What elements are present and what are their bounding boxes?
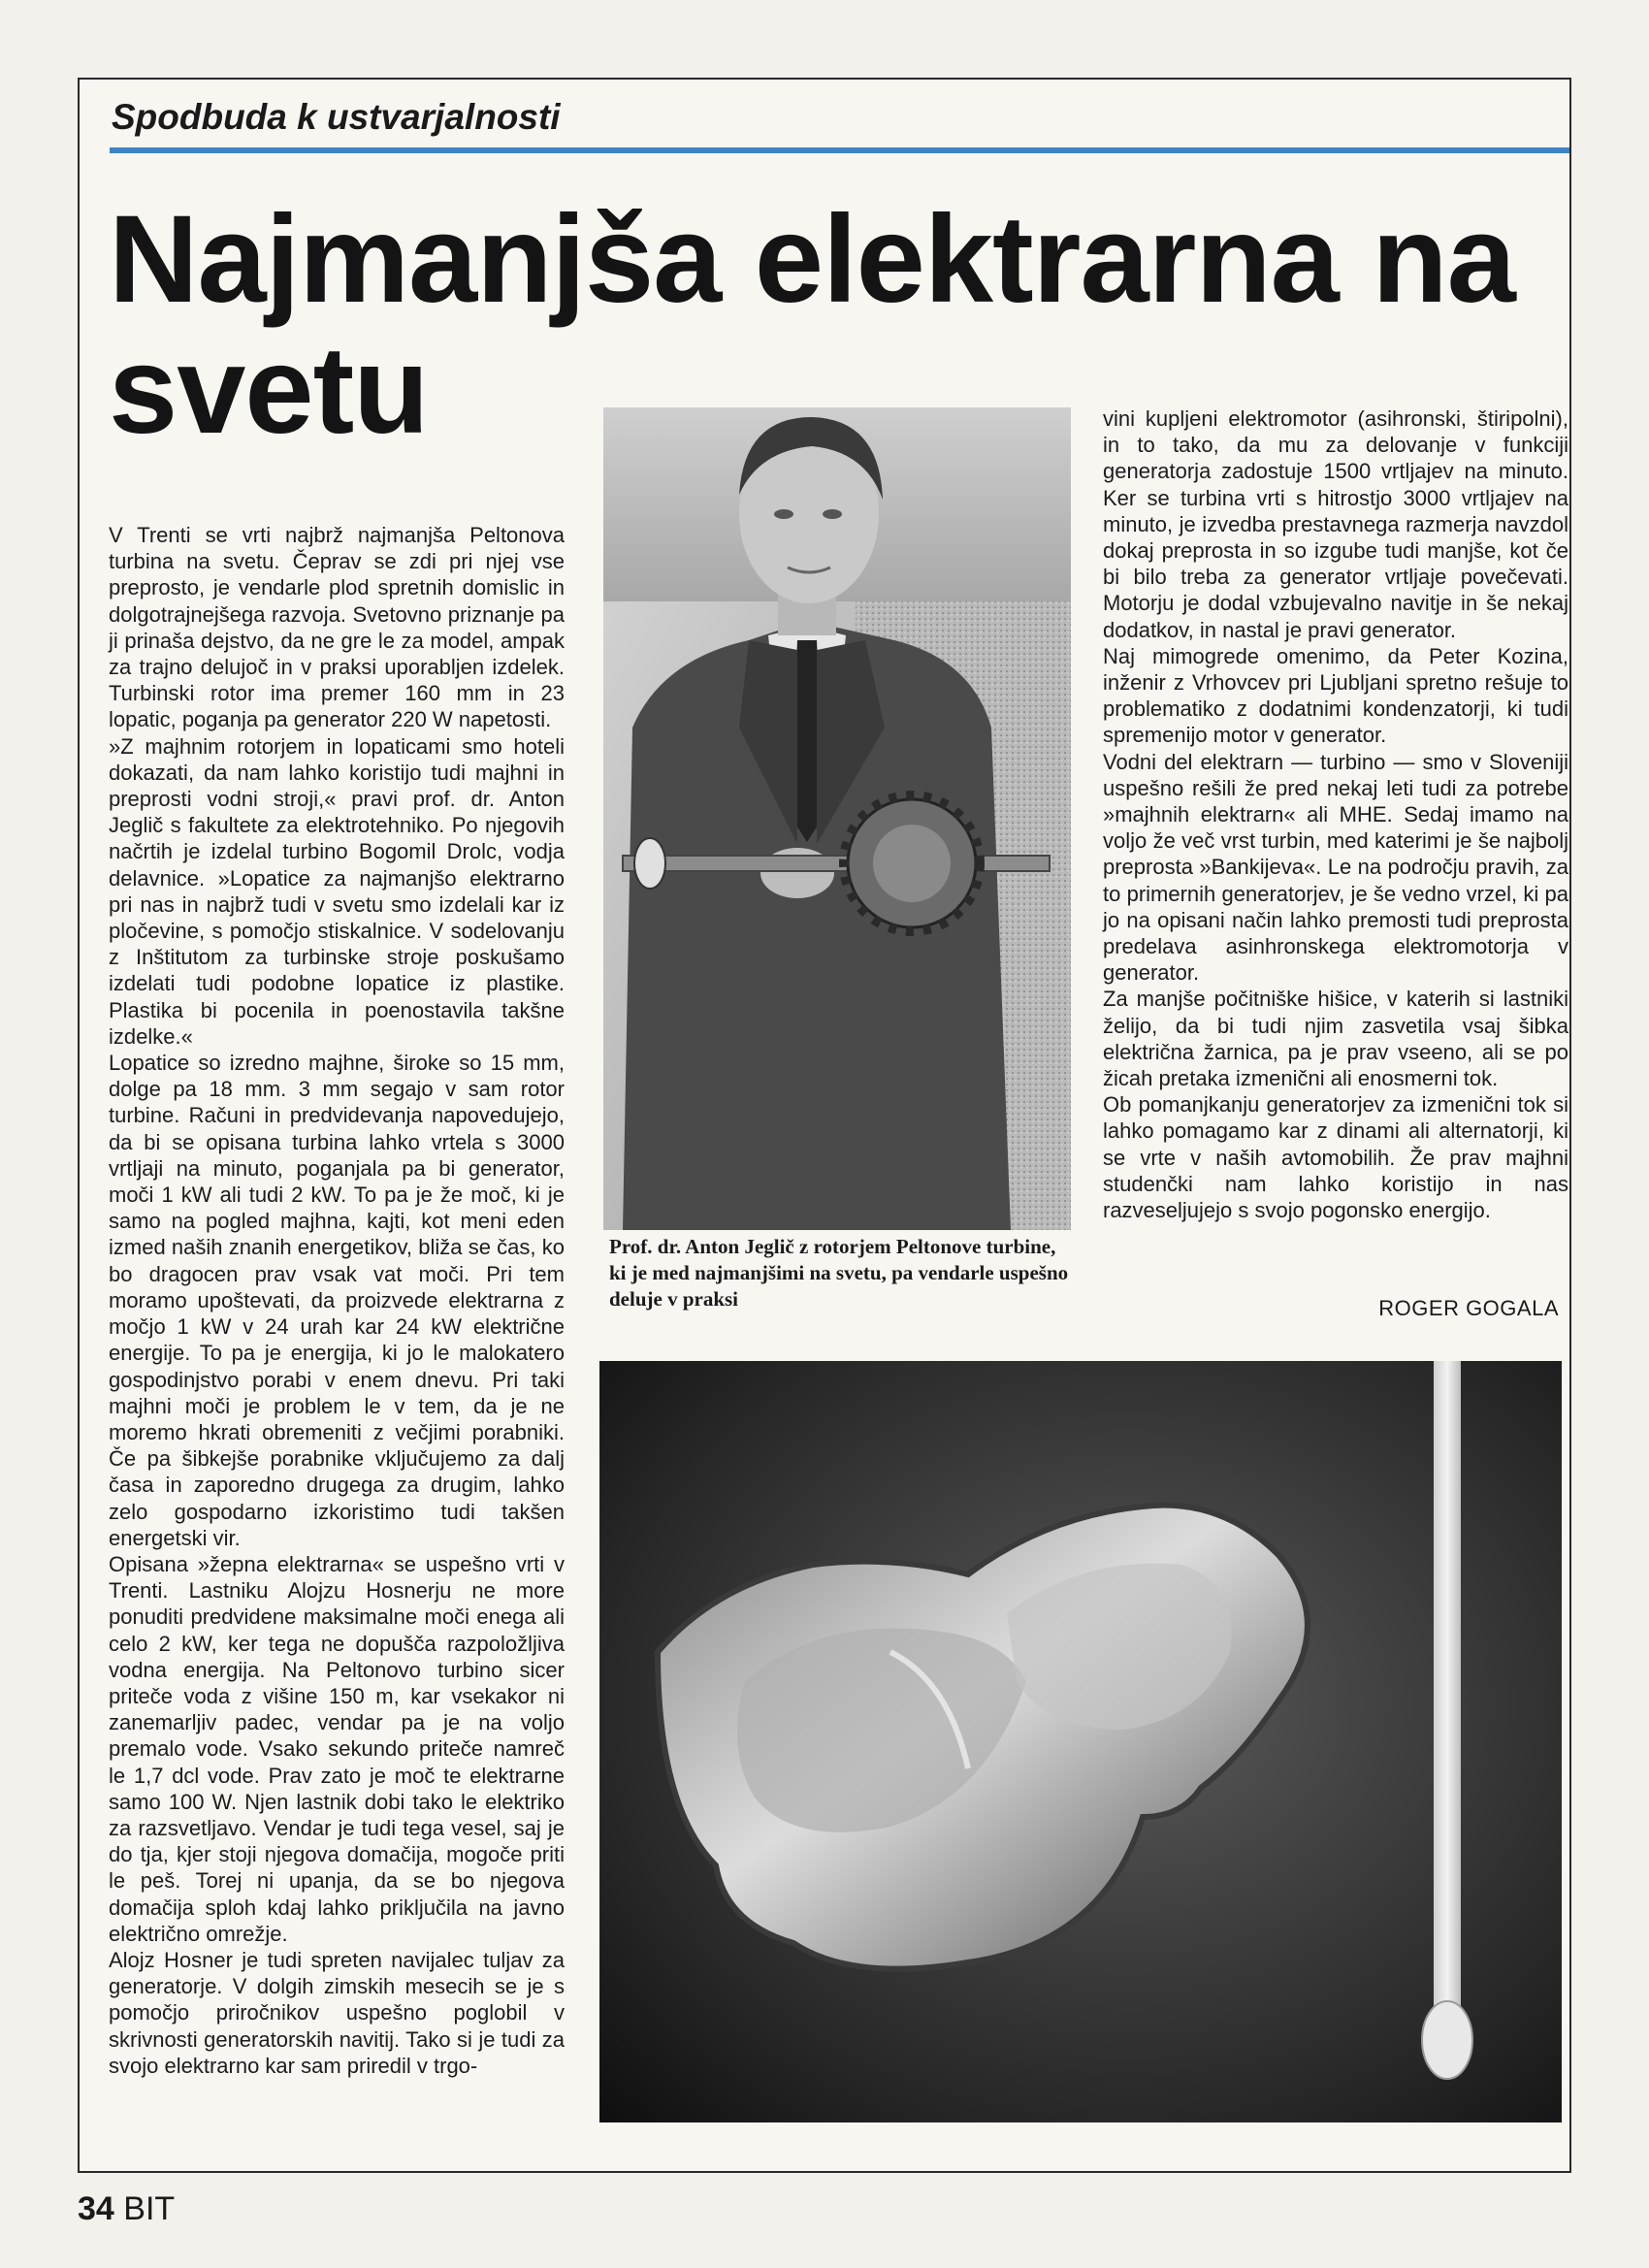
paragraph: Vodni del elektrarn — turbino — smo v Sloveniji uspešno rešili že pred nekaj leti tudi za potrebe »majhnih elektrarn« ali MHE. Sedaj imamo na voljo že več vrst turbin, med katerimi je še najbolj preprosta »Bankijeva«. Le na področju pravih, za to primernih generatorjev, je še vedno vrzel, ki pa jo na opisani način lahko premosti tudi preprosta predelava asinhronskega elektromotorja v generator.: [1103, 749, 1568, 986]
magazine-name: BIT: [123, 2190, 176, 2227]
paragraph: Opisana »žepna elektrarna« se uspešno vrti v Trenti. Lastniku Alojzu Hosnerju ne more ponuditi predvidene maksimalne moči enega ali celo 2 kW, ker tega ne dopušča razpoložljiva vodna energija. Na Peltonovo turbino sicer priteče voda z višine 150 m, kar vsekakor ni zanemarljiv padec, vendar pa je na voljo premalo vode. Vsako sekundo priteče namreč le 1,7 dcl vode. Prav zato je moč te elektrarne samo 100 W. Njen lastnik dobi tako le elektriko za razsvetljavo. Vendar je tudi tega vesel, saj je do tja, kjer stoji njegova domačija, mogoče priti le peš. Torej ni upanja, da se bo njegova domačija sploh kdaj lahko priključila na javno električno omrežje.: [109, 1551, 565, 1946]
header-rule: [110, 147, 1569, 153]
paragraph: Naj mimogrede omenimo, da Peter Kozina, inženir z Vrhovcev pri Ljubljani spretno rešuje to problematiko z dodatnimi kondenzatorji, ki tudi spremenijo motor v generator.: [1103, 643, 1568, 748]
portrait-caption: Prof. dr. Anton Jeglič z rotorjem Peltonove turbine, ki je med najmanjšimi na svetu, pa vendarle uspešno deluje v praksi: [609, 1235, 1069, 1311]
paragraph: Za manjše počitniške hišice, v katerih si lastniki želijo, da bi tudi njim zasvetila vsaj šibka električna žarnica, pa je prav vseeno, ali se po žicah pretaka izmenični ali enosmerni tok.: [1103, 987, 1568, 1091]
paragraph: »Z majhnim rotorjem in lopaticami smo hoteli dokazati, da nam lahko koristijo tudi majhni in preprosti vodni stroji,« pravi prof. dr. Anton Jeglič s fakultete za elektrotehniko. Po njegovih načrtih je izdelal turbino Bogomil Drolc, vodja delavnice. »Lopatice za najmanjšo elektrarno pri nas in najbrž tudi v svetu smo izdelali kar iz pločevine, s pomočjo stiskalnice. V sodelovanju z Inštitutom za turbinske stroje poskušamo izdelati tudi podobne lopatice iz plastike. Plastika bi pocenila in poenostavila takšne izdelke.«: [109, 733, 565, 1049]
paragraph: V Trenti se vrti najbrž najmanjša Peltonova turbina na svetu. Čeprav se zdi pri njej vse preprosto, je vendarle plod spretnih domislic in dolgotrajnejšega razvoja. Svetovno priznanje pa ji prinaša dejstvo, da ne gre le za model, ampak za trajno delujoč in v praksi uporabljen izdelek. Turbinski rotor ima premer 160 mm in 23 lopatic, poganja pa generator 220 W napetosti.: [109, 523, 565, 732]
article-column-right: [1103, 405, 1568, 1223]
paragraph: Alojz Hosner je tudi spreten navijalec tuljav za generatorje. V dolgih zimskih mesecih se je s pomočjo priročnikov uspešno poglobil v skrivnosti generatorskih navitij. Tako si je tudi za svojo elektrarno kar sam priredil v trgo-: [109, 1947, 565, 2078]
paragraph: Lopatice so izredno majhne, široke so 15 mm, dolge pa 18 mm. 3 mm segajo v sam rotor turbine. Računi in predvidevanja napovedujejo, da bi se opisana turbina lahko vrtela s 3000 vrtljaji na minuto, poganjala pa bi generator, moči 1 kW ali tudi 2 kW. To pa je že moč, ki je samo na pogled majhna, kajti, kot meni eden izmed naših znanih energetikov, bliža se čas, ko bo dragocen prav vsak vat moči. Pri tem moramo upoštevati, da proizvede elektrarna z močjo 1 kW v 24 urah kar 24 kW električne energije. To pa je energija, ki jo le malokatero gospodinjstvo porabi v enem dnevu. Pri taki majhni moči je problem le v tem, da je ne moremo hkrati obremeniti z večjimi porabniki. Če pa šibkejše porabnike vključujemo za dalj časa in zaporedno drugega za drugim, lahko zelo gospodarno izkoristimo tudi takšen energetski vir.: [109, 1051, 565, 1550]
paragraph: vini kupljeni elektromotor (asihronski, štiripolni), in to tako, da mu za delovanje v funkciji generatorja zadostuje 1500 vrtljajev na minuto. Ker se turbina vrti s hitrostjo 3000 vrtljajev na minuto, je izvedba prestavnega razmerja navzdol dokaj preprosta in so izgube tudi manjše, kot če bi bilo treba za generator vrtljaje povečevati. Motorju je dodal vzbujevalno navitje in še nekaj dodatkov, in nastal je pravi generator.: [1103, 406, 1568, 642]
article-column-left: [109, 522, 565, 2079]
article-headline: Najmanjša elektrarna na svetu: [109, 190, 1515, 460]
section-kicker: Spodbuda k ustvarjalnosti: [112, 97, 561, 137]
page-footer: [78, 2190, 175, 2228]
turbine-blade-photo: [599, 1361, 1562, 2122]
portrait-photo: [603, 407, 1071, 1230]
paragraph: Ob pomanjkanju generatorjev za izmenični tok si lahko pomagamo kar z dinami ali alternatorji, ki se vrte v naših avtomobilih. Že prav majhni studenčki nam lahko koristijo in nas razveseljujejo s svojo pogonsko energijo.: [1103, 1092, 1568, 1223]
page-number: 34: [78, 2190, 114, 2227]
author-byline: ROGER GOGALA: [1378, 1296, 1559, 1320]
